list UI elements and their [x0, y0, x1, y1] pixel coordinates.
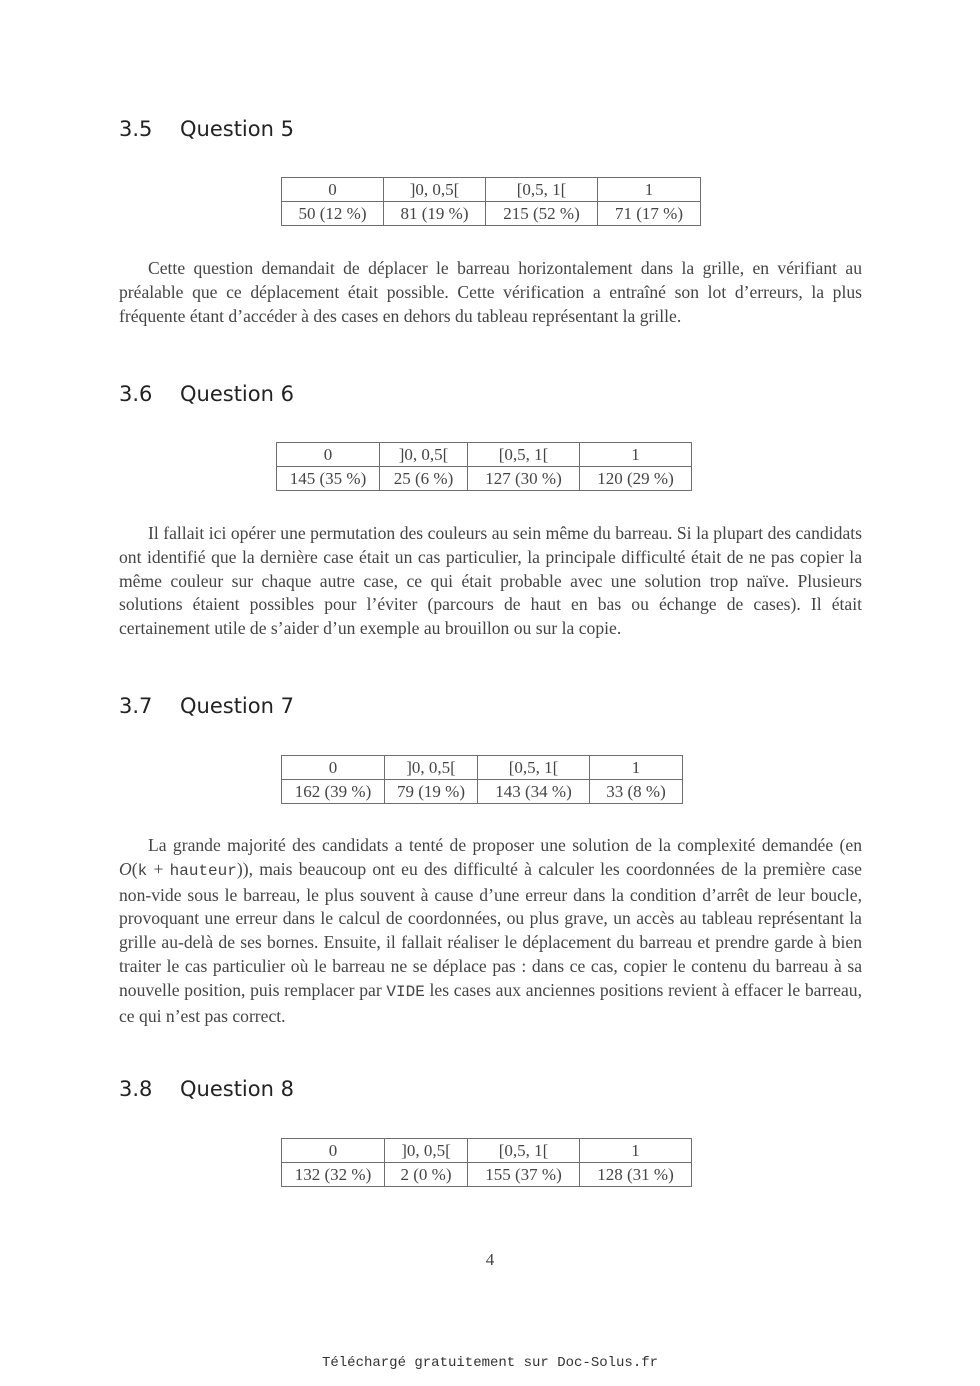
section-title: Question 5 — [180, 117, 294, 141]
table-header-cell: 0 — [282, 178, 384, 202]
table-cell: 155 (37 %) — [468, 1163, 580, 1187]
table-cell: 81 (19 %) — [384, 202, 486, 226]
table-header-row — [282, 1139, 692, 1163]
table-row — [282, 202, 701, 226]
paragraph-text: + — [147, 858, 170, 879]
math-big-o: O — [119, 858, 132, 879]
paragraph-text: ( — [131, 858, 138, 879]
section-number: 3.7 — [119, 694, 153, 718]
table-header-cell: [0,5, 1[ — [468, 443, 580, 467]
section-title: Question 7 — [180, 694, 294, 718]
table-cell: 162 (39 %) — [282, 780, 385, 804]
paragraph-text: )), mais beaucoup ont eu des difficulté à calculer les coordonnées de la première case non-vide sous le barreau, le plus souvent à cause d’une erreur dans la condition d’arrêt de leur boucle, provoquant une erreur dans le calcul de coordonnées, ou plus grave, un accès au tableau représentant la grille au-delà de ses bornes. Ensuite, il fallait réaliser le déplacement du barreau et prendre garde à bien traiter le cas particulier où le barreau ne se déplace pas : dans ce cas, copier le contenu du barreau à sa nouvelle position, puis remplacer par — [119, 858, 862, 1000]
footer-download-notice: Téléchargé gratuitement sur Doc-Solus.fr — [321, 1355, 659, 1371]
table-header-cell: ]0, 0,5[ — [385, 1139, 468, 1163]
table-cell: 2 (0 %) — [385, 1163, 468, 1187]
table-header-cell: 0 — [282, 1139, 385, 1163]
table-header-cell: ]0, 0,5[ — [385, 756, 478, 780]
code-vide: VIDE — [386, 982, 425, 1001]
section-number: 3.8 — [119, 1077, 153, 1101]
code-hauteur: hauteur — [169, 861, 237, 880]
section-title: Question 8 — [180, 1077, 294, 1101]
table-header-cell: [0,5, 1[ — [468, 1139, 580, 1163]
table-cell: 145 (35 %) — [277, 467, 380, 491]
table-cell: 128 (31 %) — [580, 1163, 692, 1187]
table-header-cell: 0 — [277, 443, 380, 467]
paragraph-text: les cases aux anciennes positions revient à effacer le barreau, ce qui n’est pas correct. — [119, 979, 862, 1026]
score-table-q8 — [281, 1138, 692, 1187]
section-heading-3-6 — [119, 382, 294, 406]
table-row — [282, 780, 683, 804]
table-header-row — [282, 178, 701, 202]
table-header-cell: [0,5, 1[ — [486, 178, 598, 202]
table-header-cell: 1 — [580, 443, 692, 467]
table-cell: 79 (19 %) — [385, 780, 478, 804]
section-heading-3-8 — [119, 1077, 294, 1101]
section-heading-3-7 — [119, 694, 294, 718]
page-number: 4 — [485, 1250, 495, 1269]
table-header-cell: 1 — [590, 756, 683, 780]
table-cell: 132 (32 %) — [282, 1163, 385, 1187]
table-row — [277, 467, 692, 491]
score-table-q5 — [281, 177, 701, 226]
section-heading-3-5 — [119, 117, 294, 141]
table-row — [282, 1163, 692, 1187]
score-table-q6 — [276, 442, 692, 491]
table-header-cell: ]0, 0,5[ — [380, 443, 468, 467]
paragraph-q7 — [119, 834, 862, 1028]
table-header-cell: 1 — [598, 178, 701, 202]
section-title: Question 6 — [180, 382, 294, 406]
table-cell: 120 (29 %) — [580, 467, 692, 491]
table-header-row — [277, 443, 692, 467]
table-header-cell: 0 — [282, 756, 385, 780]
section-number: 3.5 — [119, 117, 153, 141]
paragraph-q5: Cette question demandait de déplacer le barreau horizontalement dans la grille, en vérifiant au préalable que ce déplacement était possible. Cette vérification a entraîné son lot d’erreurs, la plus fréquente étant d’accéder à des cases en dehors du tableau représentant la grille. — [119, 258, 862, 326]
paragraph-q6: Il fallait ici opérer une permutation des couleurs au sein même du barreau. Si la plupart des candidats ont identifié que la dernière case était un cas particulier, la principale difficulté était de ne pas copier la même couleur sur chaque autre case, ce qui était probable avec une solution trop naïve. Plusieurs solutions étaient possibles pour l’éviter (parcours de haut en bas ou échange de cases). Il était certainement utile de s’aider d’un exemple au brouillon ou sur la copie. — [119, 523, 862, 639]
table-cell: 25 (6 %) — [380, 467, 468, 491]
table-header-cell: 1 — [580, 1139, 692, 1163]
table-cell: 127 (30 %) — [468, 467, 580, 491]
paragraph-text: La grande majorité des candidats a tenté de proposer une solution de la complexité demandée (en — [148, 835, 862, 855]
table-cell: 33 (8 %) — [590, 780, 683, 804]
section-number: 3.6 — [119, 382, 153, 406]
table-header-row — [282, 756, 683, 780]
score-table-q7 — [281, 755, 683, 804]
table-cell: 215 (52 %) — [486, 202, 598, 226]
table-cell: 50 (12 %) — [282, 202, 384, 226]
table-header-cell: [0,5, 1[ — [478, 756, 590, 780]
table-cell: 71 (17 %) — [598, 202, 701, 226]
table-header-cell: ]0, 0,5[ — [384, 178, 486, 202]
code-k: k — [137, 861, 148, 880]
table-cell: 143 (34 %) — [478, 780, 590, 804]
